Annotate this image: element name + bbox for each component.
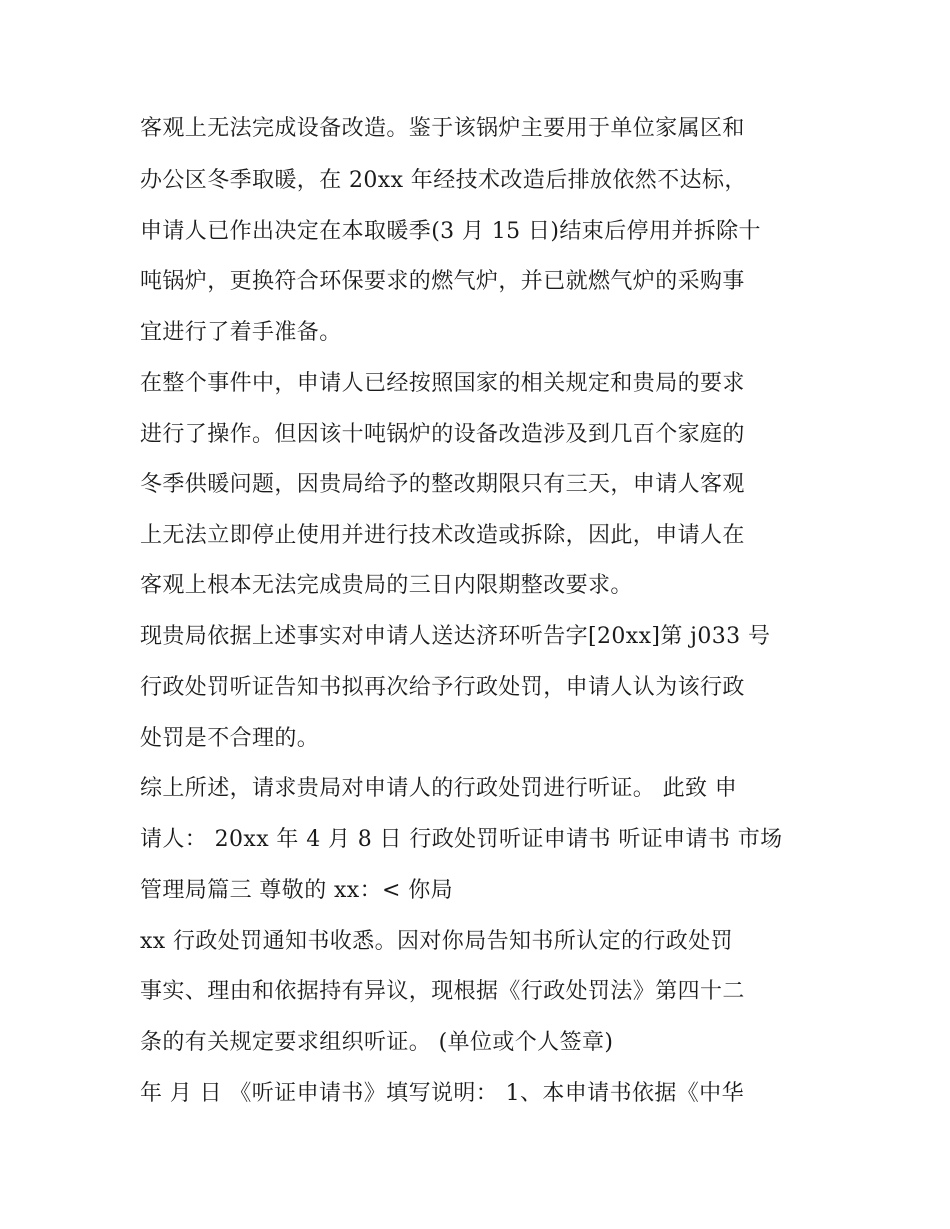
text-line: 进行了操作。但因该十吨锅炉的设备改造涉及到几百个家庭的 — [140, 422, 745, 447]
text-line: 申请人已作出决定在本取暖季(3 月 15 日)结束后停用并拆除十 — [140, 219, 761, 244]
text-line: 管理局篇三 尊敬的 xx：< 你局 — [140, 878, 454, 903]
text-line: 办公区冬季取暖，在 20xx 年经技术改造后排放依然不达标， — [140, 168, 747, 193]
text-line: 年 月 日 《听证申请书》填写说明： 1、本申请书依据《中华 — [140, 1081, 744, 1106]
text-line: 现贵局依据上述事实对申请人送达济环听告字[20xx]第 j033 号 — [140, 624, 771, 649]
text-line: 处罚是不合理的。 — [140, 726, 320, 751]
text-line: 事实、理由和依据持有异议，现根据《行政处罚法》第四十二 — [140, 979, 745, 1004]
text-line: 条的有关规定要求组织听证。 (单位或个人签章) — [140, 1030, 614, 1055]
text-line: 客观上根本无法完成贵局的三日内限期整改要求。 — [140, 573, 633, 598]
text-line: 在整个事件中，申请人已经按照国家的相关规定和贵局的要求 — [140, 371, 745, 396]
text-line: 请人： 20xx 年 4 月 8 日 行政处罚听证申请书 听证申请书 市场 — [140, 827, 783, 852]
text-line: xx 行政处罚通知书收悉。因对你局告知书所认定的行政处罚 — [140, 929, 734, 954]
text-line: 吨锅炉，更换符合环保要求的燃气炉，并已就燃气炉的采购事 — [140, 269, 745, 294]
text-line: 综上所述，请求贵局对申请人的行政处罚进行听证。 此致 申 — [140, 776, 738, 801]
text-line: 上无法立即停止使用并进行技术改造或拆除，因此，申请人在 — [140, 523, 745, 548]
text-line: 客观上无法完成设备改造。鉴于该锅炉主要用于单位家属区和 — [140, 116, 745, 141]
text-line: 宜进行了着手准备。 — [140, 320, 342, 345]
text-line: 行政处罚听证告知书拟再次给予行政处罚，申请人认为该行政 — [140, 675, 745, 700]
text-line: 冬季供暖问题，因贵局给予的整改期限只有三天，申请人客观 — [140, 472, 745, 497]
